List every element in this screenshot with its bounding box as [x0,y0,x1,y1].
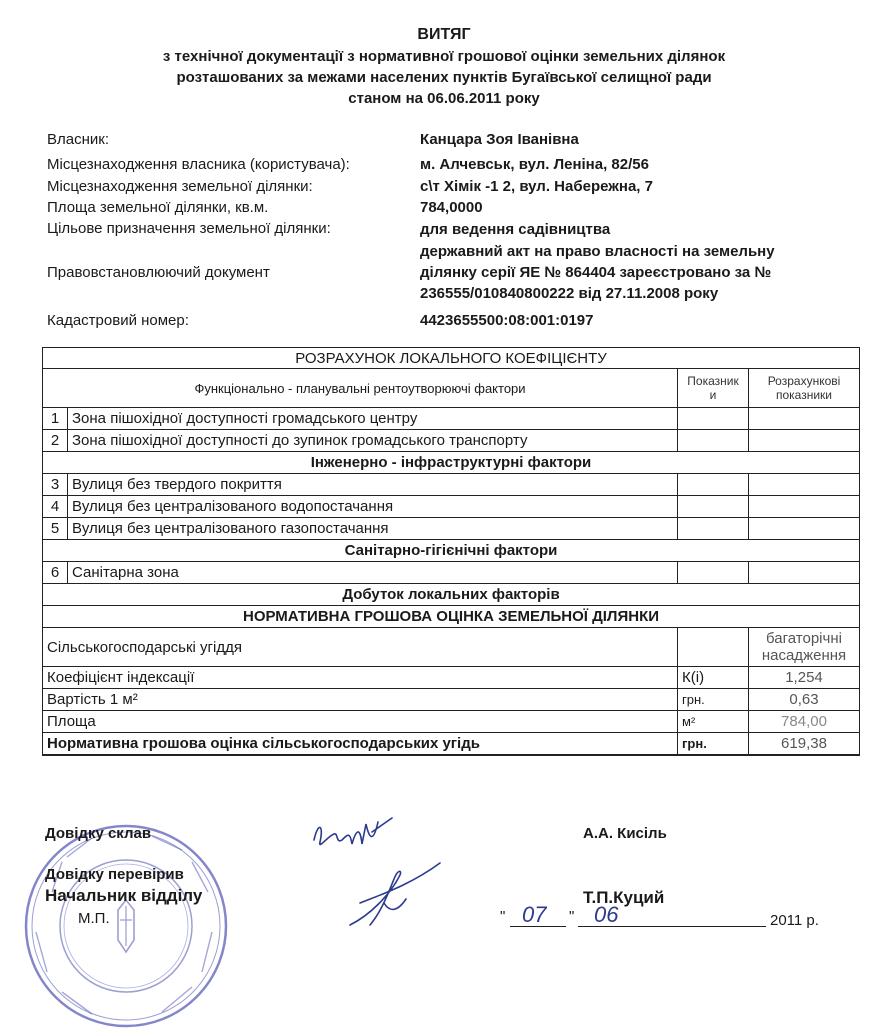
indicators-header-line-1: Показник [687,374,739,388]
indicators-header-line-2: и [709,388,717,402]
signature-compiler [308,810,408,860]
table-row [43,711,860,733]
compiled-name: А.А. Кисіль [583,825,667,842]
valuation-title: НОРМАТИВНА ГРОШОВА ОЦІНКА ЗЕМЕЛЬНОЇ ДІЛЯНКИ [43,606,860,628]
row-text: Вулиця без централізованого газопостачання [68,518,678,540]
official-stamp [22,822,230,1030]
cost-value: 0,63 [749,689,860,711]
agri-label: Сільськогосподарські угіддя [43,628,678,667]
date-quote-close: " [569,908,575,925]
index-unit: К(і) [678,667,749,689]
row-indicator [678,430,749,452]
owner-label: Власник: [47,131,109,148]
purpose-label: Цільове призначення земельної ділянки: [47,220,331,237]
owner-location-label: Місцезнаходження власника (користувача): [47,156,350,173]
row-number: 3 [43,474,68,496]
cost-unit: грн. [678,689,749,711]
doc-line-2: ділянку серії ЯЕ № 864404 зареєстровано за № [420,264,772,281]
table-row [43,518,860,540]
calc-header-line-1: Розрахункові [767,374,841,388]
row-number: 6 [43,562,68,584]
row-indicator [678,562,749,584]
doc-line-1: державний акт на право власності на земельну [420,243,775,260]
cost-label: Вартість 1 м² [43,689,678,711]
row-number: 1 [43,408,68,430]
table-row [43,474,860,496]
cadastral-label: Кадастровий номер: [47,312,189,329]
checked-label: Довідку перевірив [45,866,184,883]
row-number: 5 [43,518,68,540]
calc-header [749,369,860,408]
date-year: 2011 р. [770,912,819,929]
table-row [43,733,860,756]
mp-label: М.П. [78,910,110,927]
index-label: Коефіцієнт індексації [43,667,678,689]
table-title: РОЗРАХУНОК ЛОКАЛЬНОГО КОЕФІЦІЄНТУ [43,348,860,369]
calculation-table [42,347,860,756]
doc-label: Правовстановлюючий документ [47,264,270,281]
area-value: 784,0000 [420,199,483,216]
purpose-value: для ведення садівництва [420,221,611,238]
head-label: Начальник відділу [45,886,203,905]
header-line-1: з технічної документації з нормативної грошової оцінки земельних ділянок [162,48,726,65]
area-row-value: 784,00 [749,711,860,733]
row-calc [749,408,860,430]
plot-location-value: с\т Хімік -1 2, вул. Набережна, 7 [420,178,653,195]
plot-location-label: Місцезнаходження земельної ділянки: [47,178,313,195]
index-value: 1,254 [749,667,860,689]
row-calc [749,474,860,496]
row-text: Вулиця без твердого покриття [68,474,678,496]
row-text: Зона пішохідної доступності громадського центру [68,408,678,430]
row-indicator [678,474,749,496]
row-calc [749,562,860,584]
total-value: 619,38 [749,733,860,756]
group-title-sanitary: Санітарно-гігієнічні фактори [43,540,860,562]
row-calc [749,518,860,540]
total-label: Нормативна грошова оцінка сільськогосподарських угідь [43,733,678,756]
factors-header: Функціонально - планувальні рентоутворюючі фактори [43,369,678,408]
cadastral-value: 4423655500:08:001:0197 [420,312,594,329]
row-text: Санітарна зона [68,562,678,584]
owner-location-value: м. Алчевськ, вул. Леніна, 82/56 [420,156,649,173]
signature-head [340,855,450,935]
table-row [43,408,860,430]
row-text: Вулиця без централізованого водопостачання [68,496,678,518]
calc-header-line-2: показники [775,388,832,402]
row-calc [749,430,860,452]
agri-value [749,628,860,667]
date-month: 06 [594,902,619,927]
table-row [43,689,860,711]
agri-value-line-2: насадження [761,647,847,664]
table-row [43,430,860,452]
compiled-label: Довідку склав [45,825,152,842]
agri-value-line-1: багаторічні [766,630,842,647]
area-row-label: Площа [43,711,678,733]
area-label: Площа земельної ділянки, кв.м. [47,199,269,216]
group-title-engineering: Інженерно - інфраструктурні фактори [43,452,860,474]
date-day: 07 [522,902,547,927]
area-unit: м² [678,711,749,733]
header-line-2: розташованих за межами населених пунктів Бугаївської селищної ради [176,69,712,86]
row-indicator [678,496,749,518]
indicators-header [678,369,749,408]
table-row [43,496,860,518]
row-number: 4 [43,496,68,518]
head-name: Т.П.Куций [583,888,665,907]
product-title: Добуток локальних факторів [43,584,860,606]
table-row [43,667,860,689]
row-text: Зона пішохідної доступності до зупинок громадського транспорту [68,430,678,452]
row-calc [749,496,860,518]
row-indicator [678,408,749,430]
agri-unit [678,628,749,667]
table-row [43,562,860,584]
header-line-3: станом на 06.06.2011 року [348,90,540,107]
doc-line-3: 236555/010840800222 від 27.11.2008 року [420,285,719,302]
total-unit: грн. [678,733,749,756]
document-title: ВИТЯГ [417,26,471,43]
table-row [43,628,860,667]
date-quote-open: " [500,908,506,925]
owner-value: Канцара Зоя Іванівна [420,131,579,148]
row-number: 2 [43,430,68,452]
row-indicator [678,518,749,540]
